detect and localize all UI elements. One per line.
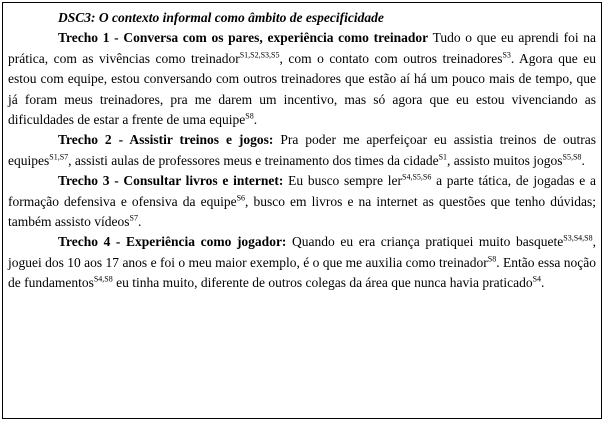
excerpt-text: , busco em livros e na internet as questões que tenho dúvidas; também assisto vídeos [8, 193, 596, 230]
source-reference: S3 [502, 50, 511, 60]
excerpt-paragraph-2 [8, 130, 596, 171]
excerpt-text: . [253, 112, 258, 128]
excerpt-text: , assisto muitos jogos [447, 152, 563, 168]
source-reference: S1,S2,S3,S5 [239, 50, 280, 60]
excerpt-text: , assisti aulas de professores meus e treinamento dos times da cidade [68, 152, 439, 168]
excerpt-heading: Trecho 3 - Consultar livros e internet: [58, 173, 284, 189]
source-reference: S6 [236, 193, 246, 203]
excerpt-heading: Trecho 2 - Assistir treinos e jogos: [58, 132, 274, 148]
excerpt-heading: Trecho 4 - Experiência como jogador: [58, 234, 287, 250]
document-box [2, 2, 602, 419]
excerpt-text: . [137, 214, 142, 230]
source-reference: S8 [487, 254, 497, 264]
document-title: DSC3: O contexto informal como âmbito de especificidade [58, 10, 384, 25]
excerpt-text: . [581, 152, 585, 168]
source-reference: S7 [129, 213, 138, 223]
excerpt-text: a parte tática, de jogadas e a formação defensiva e ofensiva da equipe [8, 173, 597, 209]
source-reference: S1 [438, 152, 448, 162]
excerpt-text: Quando eu era criança pratiquei muito basquete [286, 234, 564, 250]
excerpt-text: . Agora que eu estou com equipe, estou conversando com outros treinadores que estão aí há um pouco mais de tempo, que já foram meus treinadores, pra me darem um incentivo, mas só agora que eu estou vivenciando as dificuldades de estar a frente de uma equipe [8, 50, 596, 128]
excerpt-text: eu tinha muito, diferente de outros colegas da área que nunca havia praticado [112, 275, 533, 291]
excerpt-text: Eu busco sempre ler [283, 173, 402, 189]
source-reference: S1,S7 [49, 152, 69, 162]
source-reference: S3,S4,S8 [563, 233, 593, 243]
excerpt-heading: Trecho 1 - Conversa com os pares, experiência como treinador [58, 30, 429, 46]
paragraph-list [8, 28, 596, 293]
source-reference: S4,S5,S6 [402, 172, 432, 182]
source-reference: S8 [245, 111, 254, 121]
excerpt-text: . Então essa noção de fundamentos [8, 254, 596, 291]
source-reference: S4 [532, 274, 542, 284]
source-reference: S4,S8 [93, 274, 113, 284]
excerpt-text: Tudo o que eu aprendi foi na prática, com as vivências como treinador [8, 30, 597, 66]
source-reference: S5,S8 [562, 152, 582, 162]
excerpt-paragraph-4 [8, 232, 596, 293]
excerpt-text: , com o contato com outros treinadores [279, 50, 503, 66]
excerpt-text: . [541, 275, 545, 291]
excerpt-text: Pra poder me aperfeiçoar eu assistia treinos de outras equipes [8, 132, 597, 168]
excerpt-paragraph-1 [8, 28, 596, 130]
excerpt-text: , joguei dos 10 aos 17 anos e foi o meu maior exemplo, é o que me auxilia como treinador [8, 234, 596, 270]
excerpt-paragraph-3 [8, 171, 596, 232]
